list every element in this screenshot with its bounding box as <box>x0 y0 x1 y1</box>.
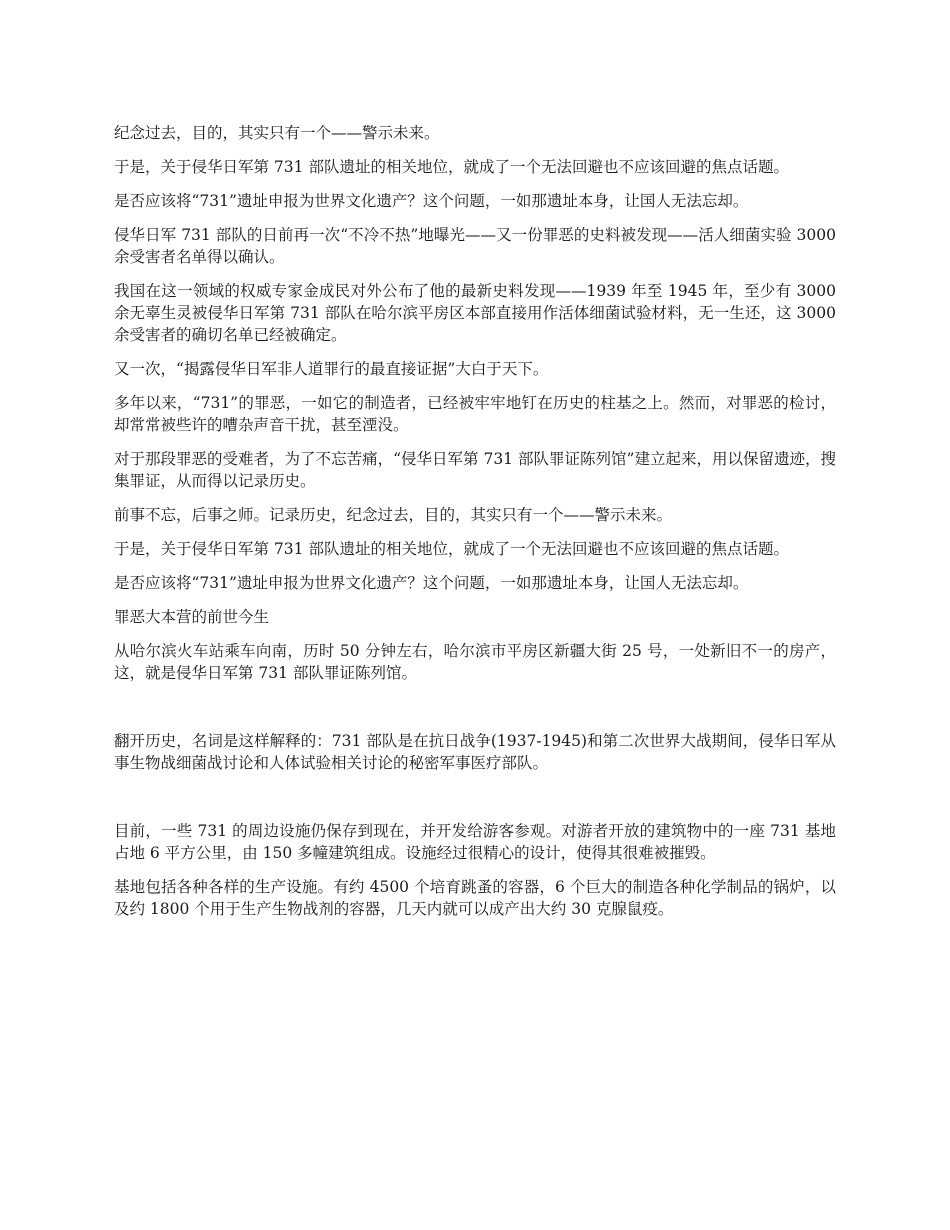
paragraph: 基地包括各种各样的生产设施。有约 4500 个培育跳蚤的容器，6 个巨大的制造各种化学制品的锅炉，以及约 1800 个用于生产生物战剂的容器，几天内就可以成产出大约 30 克腺鼠疫。 <box>114 878 836 918</box>
blank-gap <box>114 786 836 820</box>
paragraph: 纪念过去，目的，其实只有一个——警示未来。 <box>114 124 440 142</box>
paragraph: 从哈尔滨火车站乘车向南，历时 50 分钟左右，哈尔滨市平房区新疆大街 25 号，一处新旧不一的房产，这，就是侵华日军第 731 部队罪证陈列馆。 <box>114 642 836 682</box>
blank-gap <box>114 696 836 730</box>
paragraph: 侵华日军 731 部队的日前再一次“不冷不热”地曝光——又一份罪恶的史料被发现——活人细菌实验 3000 余受害者名单得以确认。 <box>114 226 836 266</box>
paragraph: 是否应该将“731”遗址申报为世界文化遗产？这个问题，一如那遗址本身，让国人无法忘却。 <box>114 192 749 210</box>
paragraph: 于是，关于侵华日军第 731 部队遗址的相关地位，就成了一个无法回避也不应该回避的焦点话题。 <box>114 158 789 176</box>
paragraph: 目前，一些 731 的周边设施仍保存到现在，并开发给游客参观。对游者开放的建筑物中的一座 731 基地占地 6 平方公里，由 150 多幢建筑组成。设施经过很精心的设计，使得其很难被摧毁。 <box>114 822 836 862</box>
section-heading: 罪恶大本营的前世今生 <box>114 608 270 626</box>
paragraph: 翻开历史，名词是这样解释的：731 部队是在抗日战争(1937-1945)和第二次世界大战期间，侵华日军从事生物战细菌战讨论和人体试验相关讨论的秘密军事医疗部队。 <box>114 732 836 772</box>
document-body <box>114 122 836 932</box>
paragraph: 我国在这一领域的权威专家金成民对外公布了他的最新史料发现——1939 年至 1945 年，至少有 3000 余无辜生灵被侵华日军第 731 部队在哈尔滨平房区本部直接用作活体细菌试验材料，无一生还，这 3000 余受害者的确切名单已经被确定。 <box>114 282 836 344</box>
paragraph: 多年以来，“731”的罪恶，一如它的制造者，已经被牢牢地钉在历史的柱基之上。然而，对罪恶的检讨，却常常被些许的嘈杂声音干扰，甚至湮没。 <box>114 394 836 434</box>
paragraph: 又一次，“揭露侵华日军非人道罪行的最直接证据”大白于天下。 <box>114 360 549 378</box>
paragraph: 于是，关于侵华日军第 731 部队遗址的相关地位，就成了一个无法回避也不应该回避的焦点话题。 <box>114 540 789 558</box>
paragraph: 对于那段罪恶的受难者，为了不忘苦痛，“侵华日军第 731 部队罪证陈列馆”建立起来，用以保留遗迹，搜集罪证，从而得以记录历史。 <box>114 450 836 490</box>
paragraph: 是否应该将“731”遗址申报为世界文化遗产？这个问题，一如那遗址本身，让国人无法忘却。 <box>114 574 749 592</box>
paragraph: 前事不忘，后事之师。记录历史，纪念过去，目的，其实只有一个——警示未来。 <box>114 506 673 524</box>
